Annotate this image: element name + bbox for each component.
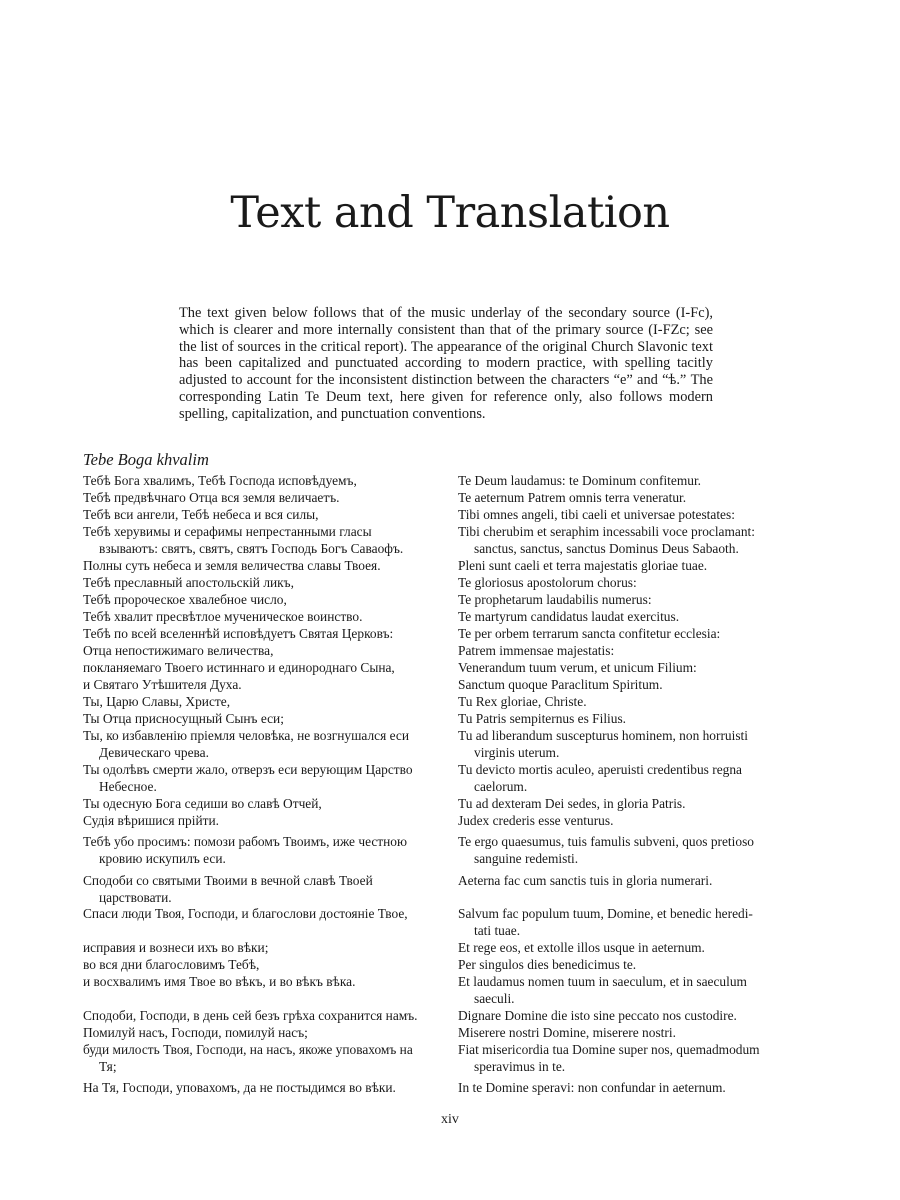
text-line: Pleni sunt caeli et terra majestatis gloriae tuae.: [458, 558, 708, 573]
latin-text: [458, 694, 813, 711]
text-line: In te Domine speravi: non confundar in aeternum.: [458, 1080, 726, 1095]
slavonic-text: [83, 873, 428, 907]
text-line: Patrem immensae majestatis:: [458, 643, 615, 658]
text-line: Тебѣ вси ангели, Тебѣ небеса и вся силы,: [83, 507, 319, 522]
text-line: Dignare Domine die isto sine peccato nos custodire.: [458, 1008, 737, 1023]
text-line: Полны суть небеса и земля величества славы Твоея.: [83, 558, 381, 573]
text-line: Ты одолѣвъ смерти жало, отверзъ еси верующим Царство: [83, 762, 413, 777]
text-line: Тебѣ пророческое хвалебное число,: [83, 592, 287, 607]
slavonic-text: [83, 1042, 428, 1076]
text-line: Te martyrum candidatus laudat exercitus.: [458, 609, 680, 624]
latin-text: [458, 762, 813, 796]
slavonic-text: [83, 906, 428, 923]
latin-text: [458, 906, 813, 940]
slavonic-text: [83, 1008, 428, 1025]
latin-text: [458, 813, 813, 830]
text-line: Tibi omnes angeli, tibi caeli et universae potestates:: [458, 507, 735, 522]
text-line: Девическаго чрева.: [99, 744, 209, 760]
slavonic-text: [83, 592, 428, 609]
latin-text: [458, 490, 813, 507]
text-line: и Святаго Утѣшителя Духа.: [83, 677, 242, 692]
slavonic-text: [83, 1025, 428, 1042]
latin-text: [458, 558, 813, 575]
latin-text: [458, 957, 813, 974]
text-line: Помилуй насъ, Господи, помилуй насъ;: [83, 1025, 308, 1040]
text-line: tati tuae.: [474, 922, 521, 938]
slavonic-text: [83, 677, 428, 694]
slavonic-text: [83, 490, 428, 507]
text-line: Tibi cherubim et seraphim incessabili voce proclamant:: [458, 524, 755, 539]
section-heading: Tebe Boga khvalim: [83, 450, 209, 469]
text-line: Тя;: [99, 1058, 117, 1074]
text-line: и восхвалимъ имя Твое во вѣкъ, и во вѣкъ вѣка.: [83, 974, 356, 989]
text-line: Тебѣ Бога хвалимъ, Тебѣ Господа исповѣдуемъ,: [83, 473, 357, 488]
latin-text: [458, 940, 813, 957]
slavonic-text: [83, 558, 428, 575]
slavonic-text: [83, 626, 428, 643]
text-line: Спаси люди Твоя, Господи, и благослови достояніе Твое,: [83, 906, 408, 921]
text-line: Сподоби, Господи, в день сей безъ грѣха сохранится намъ.: [83, 1008, 418, 1023]
text-line: Per singulos dies benedicimus te.: [458, 957, 637, 972]
text-line: Aeterna fac cum sanctis tuis in gloria numerari.: [458, 873, 713, 888]
text-line: Te per orbem terrarum sancta confitetur ecclesia:: [458, 626, 721, 641]
latin-text: [458, 711, 813, 728]
latin-text: [458, 575, 813, 592]
text-line: sanguine redemisti.: [474, 850, 579, 866]
latin-text: [458, 660, 813, 677]
text-line: speravimus in te.: [474, 1058, 566, 1074]
slavonic-text: [83, 507, 428, 524]
slavonic-text: [83, 762, 428, 796]
slavonic-text: [83, 643, 428, 660]
page-title: Text and Translation: [230, 188, 670, 238]
text-line: virginis uterum.: [474, 744, 560, 760]
text-line: Et rege eos, et extolle illos usque in aeternum.: [458, 940, 705, 955]
latin-text: [458, 873, 813, 890]
latin-text: [458, 524, 813, 558]
text-line: На Тя, Господи, уповахомъ, да не постыдимся во вѣки.: [83, 1080, 396, 1095]
text-line: saeculi.: [474, 990, 515, 1006]
slavonic-text: [83, 694, 428, 711]
text-line: Ты одесную Бога седиши во славѣ Отчей,: [83, 796, 322, 811]
text-line: Te gloriosus apostolorum chorus:: [458, 575, 637, 590]
text-line: царствовати.: [99, 889, 172, 905]
text-line: взываютъ: святъ, святъ, святъ Господь Богъ Саваофъ.: [99, 540, 404, 556]
latin-text: [458, 626, 813, 643]
latin-text: [458, 1008, 813, 1025]
text-line: Тебѣ убо просимъ: помози рабомъ Твоимъ, иже честною: [83, 834, 408, 849]
slavonic-text: [83, 834, 428, 868]
text-line: Miserere nostri Domine, miserere nostri.: [458, 1025, 676, 1040]
latin-text: [458, 592, 813, 609]
text-line: Тебѣ хвалит пресвѣтлое мученическое воинство.: [83, 609, 363, 624]
text-line: Сподоби со святыми Твоими в вечной славѣ Твоей: [83, 873, 373, 888]
slavonic-text: [83, 660, 428, 677]
text-line: кровию искупилъ еси.: [99, 850, 226, 866]
text-line: Tu ad dexteram Dei sedes, in gloria Patris.: [458, 796, 686, 811]
text-line: caelorum.: [474, 778, 528, 794]
slavonic-text: [83, 728, 428, 762]
latin-text: [458, 834, 813, 868]
text-line: Et laudamus nomen tuum in saeculum, et in saeculum: [458, 974, 747, 989]
text-line: Te ergo quaesumus, tuis famulis subveni, quos pretioso: [458, 834, 754, 849]
text-line: Te prophetarum laudabilis numerus:: [458, 592, 652, 607]
page-number: xiv: [441, 1112, 459, 1127]
latin-text: [458, 677, 813, 694]
text-line: Sanctum quoque Paraclitum Spiritum.: [458, 677, 663, 692]
slavonic-text: [83, 524, 428, 558]
text-line: Tu ad liberandum suscepturus hominem, non horruisti: [458, 728, 748, 743]
text-line: Судія вѣришися прійти.: [83, 813, 219, 828]
text-line: Tu devicto mortis aculeo, aperuisti credentibus regna: [458, 762, 742, 777]
slavonic-text: [83, 813, 428, 830]
text-line: Отца непостижимаго величества,: [83, 643, 274, 658]
latin-text: [458, 796, 813, 813]
latin-text: [458, 728, 813, 762]
text-line: Tu Rex gloriae, Christe.: [458, 694, 587, 709]
text-line: Te Deum laudamus: te Dominum confitemur.: [458, 473, 702, 488]
latin-text: [458, 643, 813, 660]
latin-text: [458, 1042, 813, 1076]
slavonic-text: [83, 940, 428, 957]
text-line: Ты, Царю Славы, Христе,: [83, 694, 231, 709]
text-line: исправия и вознеси ихъ во вѣки;: [83, 940, 269, 955]
text-line: Тебѣ по всей вселеннѣй исповѣдуетъ Святая Церковъ:: [83, 626, 394, 641]
text-line: Venerandum tuum verum, et unicum Filium:: [458, 660, 697, 675]
slavonic-text: [83, 609, 428, 626]
intro-paragraph: The text given below follows that of the music underlay of the secondary source (I-Fc), which is clearer and more internally consistent than that of the primary source (I-FZc; see the list of sources in the critical report). The appearance of the original Church Slavonic text has been capitalized and punctuated according to modern practice, with spelling tacitly adjusted to account for the inconsistent distinction between the characters “е” and “ѣ.” The corresponding Latin Te Deum text, here given for reference only, also follows modern spelling, capitalization, and punctuation conventions.: [179, 305, 713, 422]
latin-text: [458, 473, 813, 490]
text-line: Judex crederis esse venturus.: [458, 813, 614, 828]
slavonic-text: [83, 796, 428, 813]
text-line: Тебѣ преславный апостольскій ликъ,: [83, 575, 294, 590]
text-line: Te aeternum Patrem omnis terra veneratur.: [458, 490, 687, 505]
latin-text: [458, 507, 813, 524]
slavonic-text: [83, 974, 428, 991]
slavonic-text: [83, 473, 428, 490]
slavonic-text: [83, 957, 428, 974]
text-line: буди милость Твоя, Господи, на насъ, якоже уповахомъ на: [83, 1042, 413, 1057]
text-line: Небесное.: [99, 778, 157, 794]
text-line: Salvum fac populum tuum, Domine, et benedic heredi-: [458, 906, 753, 921]
text-line: Fiat misericordia tua Domine super nos, quemadmodum: [458, 1042, 760, 1057]
latin-text: [458, 609, 813, 626]
latin-text: [458, 974, 813, 1008]
latin-text: [458, 1025, 813, 1042]
latin-text: [458, 1080, 813, 1097]
text-line: Тебѣ предвѣчнаго Отца вся земля величаетъ.: [83, 490, 340, 505]
text-line: Tu Patris sempiternus es Filius.: [458, 711, 627, 726]
slavonic-text: [83, 575, 428, 592]
slavonic-text: [83, 711, 428, 728]
text-line: покланяемаго Твоего истиннаго и единороднаго Сына,: [83, 660, 395, 675]
text-line: Ты Отца присносущный Сынъ еси;: [83, 711, 284, 726]
text-line: во вся дни благословимъ Тебѣ,: [83, 957, 260, 972]
slavonic-text: [83, 1080, 428, 1097]
text-line: Ты, ко избавленію пріемля человѣка, не возгнушался еси: [83, 728, 409, 743]
text-line: sanctus, sanctus, sanctus Dominus Deus Sabaoth.: [474, 540, 739, 556]
text-line: Тебѣ херувимы и серафимы непрестанными гласы: [83, 524, 372, 539]
